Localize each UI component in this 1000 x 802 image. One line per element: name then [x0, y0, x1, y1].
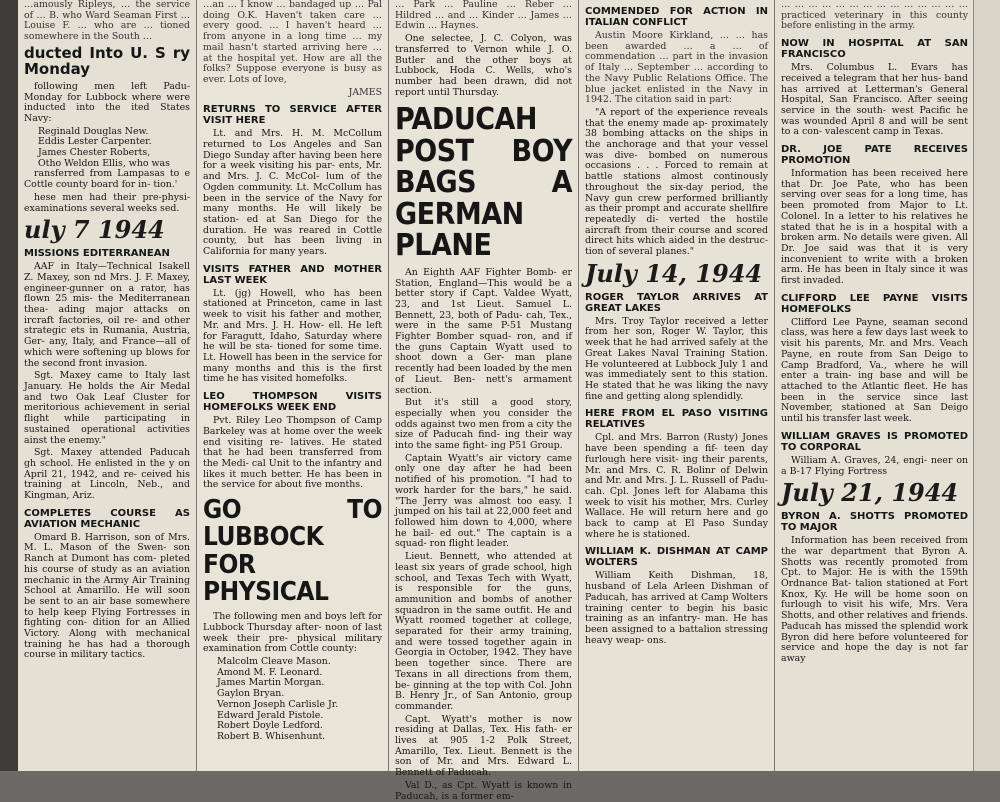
article-missions-award: Sgt. Maxey came to Italy last January. He holds the Air Medal and two Oak Leaf Cluster for meritorious achievement in serial flight while participating in sustained operational activities ainst the enemy." — [24, 370, 190, 446]
name-item: James Martin Morgan. — [217, 677, 325, 689]
article-selectee-text: One selectee, J. C. Colyon, was transferred to Vernon while J. O. Butler and the other boys at Lubbock, Hoda C. Wells, who's number had been drawn, did not report until Thursday. — [395, 33, 572, 98]
column-5 — [774, 0, 974, 771]
article-course-text: Omard B. Harrison, son of Mrs. M. L. Mason of the Swen- son Ranch at Dumont has com- pleted his course of study as an aviation mechanic in the Army Air Training School at Amarillo. He will soon be sent to an air base somewhere to help keep Flying Fortresses in fighting con- dition for an Allied Victory. Along with mechanical training he has had a thorough course in military tactics. — [24, 531, 190, 661]
headline-leo: LEO THOMPSON VISITS HOMEFOLKS WEEK END — [203, 391, 382, 414]
headline-dishman: WILLIAM K. DISHMAN AT CAMP WOLTERS — [585, 546, 768, 569]
article-inducted-exam: hese men had their pre-physi- examinations several weeks sed. — [24, 191, 190, 214]
name-item: Otho Weldon Ellis, who was — [38, 157, 170, 169]
left-dark-edge — [0, 0, 18, 771]
handwritten-date-3: July 21, 1944 — [781, 478, 959, 508]
article-inducted-text: following men left Padu- Monday for Lubbock where were inducted into the ited States Navy: — [24, 80, 190, 124]
name-item: Robert Doyle Ledford. — [217, 720, 323, 732]
headline-returns: RETURNS TO SERVICE AFTER VISIT HERE — [203, 104, 382, 127]
headline-pate: DR. JOE PATE RECEIVES PROMOTION — [781, 144, 968, 167]
headline-commended: COMMENDED FOR ACTION IN ITALIAN CONFLICT — [585, 6, 768, 28]
article-post-p2: But it's still a good story, especially when you consider the odds against two men from a city the size of Paducah find- ing their way into the same fight- ing P51 Group. — [395, 397, 572, 452]
article-returns-text: Lt. and Mrs. H. M. McCollum returned to Los Angeles and San Diego Sunday after having been here for a week visiting his par- ents, Mr. and Mrs. J. C. McCol- lum of the Ogden community. Lt. McCollum has been in the service of the Navy for many months. He will likely be station- ed at San Diego for the duration. He was reared in Cottle county, but has been living in California for many years. — [203, 128, 382, 258]
article-graves-text: William A. Graves, 24, engi- neer on a B-17 Flying Fortress — [781, 454, 968, 477]
name-item: Edward Jerald Pistole. — [217, 709, 324, 721]
name-item: Robert B. Whisenhunt. — [217, 730, 326, 742]
article-elpaso-text: Cpl. and Mrs. Barron (Rusty) Jones have been spending a fif- teen day furlough here visit- ing their parents, Mr. and Mrs. C. R. Bolinr of Delwin and Mr. and Mrs. J. L. Russell of Padu- cah. Cpl. Jones left for Alabama this week to visit his mother, Mrs. Curley Wallace. He will return here and go back to camp at El Paso Sunday where he is stationed. — [585, 432, 768, 540]
article-roger-text: Mrs. Troy Taylor received a letter from her son, Roger W. Taylor, this week that he had arrived safely at the Great Lakes Naval Training Station. He volunteered at Lubbock July 1 and was immediately sent to this station. He stated that he was liking the navy fine and getting along splendidly. — [585, 315, 768, 402]
article-pate-text: Information has been received here that Dr. Joe Pate, who has been serving over seas for a long time, has been promoted from Major to Lt. Colonel. In a letter to his relatives he stated that he is in a hospital with a broken arm. No details were given. All Dr. Joe said was that it is very inconvenient to write with a broken arm. He has been in Italy since it was first invaded. — [781, 168, 968, 287]
name-item: Reginald Douglas New. — [38, 125, 149, 137]
right-torn-edge — [973, 0, 1000, 771]
handwritten-date-1: uly 7 1944 — [24, 215, 165, 245]
name-item: James Chester Roberts, — [38, 147, 151, 159]
headline-missions: MISSIONS EDITERRANEAN — [24, 248, 170, 260]
name-item: Amond M. F. Leonard. — [217, 666, 323, 678]
headline-inducted: ducted Into U. S ry Monday — [24, 43, 190, 78]
headline-visits: VISITS FATHER AND MOTHER LAST WEEK — [203, 263, 382, 286]
article-shotts-text: Information has been received from the war department that Byron A. Shotts was recently promoted from Cpt. to Major. He is with the 159th Ordnance Bat- talion stationed at Fort Knox, Ky. He will be home soon on furlough to visit his wife, Mrs. Vera Shotts, and other relatives and friends. Paducah has missed the splendid work Byron did here before volunteered for service and hope the day is not far away — [781, 535, 968, 664]
article-visits-text: Lt. (jg) Howell, who has been stationed at Princeton, came in last week to visit his father and mother, Mr. and Mrs. J. H. How- ell. He left for Faragutt, Idaho, Saturday where he will be sta- tioned for some time. Lt. Howell has been in the service for many months and this is the first time he has visited homefolks. — [203, 287, 382, 385]
article-inducted-tail: ransferred from Lampasas to e Cottle county board for in- tion.' — [24, 168, 190, 191]
headline-course: COMPLETES COURSE AS AVIATION MECHANIC — [24, 507, 190, 530]
torn-fragment-top-right: … … … … … … … … … … … … … … practiced veterinary in this county before enlisting in the army. — [781, 0, 968, 32]
column-1 — [18, 0, 196, 771]
headline-roger: ROGER TAYLOR ARRIVES AT GREAT LAKES — [585, 291, 768, 314]
name-item: Gaylon Bryan. — [217, 688, 285, 700]
article-post-p3: Captain Wyatt's air victory came only one day after he had been notified of his promotion. "I had to work harder for the bars," he said. "The Jerry was almost too easy. I jumped on his tail at 22,000 feet and followed him down to 4,000, where he bail- ed out." The captain is a squad- ron flight leader. — [395, 452, 572, 550]
headline-shotts: BYRON A. SHOTTS PROMOTED TO MAJOR — [781, 511, 968, 534]
column-2 — [196, 0, 388, 771]
letter-signature: JAMES — [348, 86, 382, 98]
column-3 — [388, 0, 578, 802]
name-item: Eddis Lester Carpenter. — [38, 136, 152, 148]
article-missions-attended: Sgt. Maxey attended Paducah gh school. He enlisted in the y on April 21, 1942, and re- ceived his training at Lincoln, Neb., and Kingman, Ariz. — [24, 447, 190, 502]
headline-lubbock: GO TO LUBBOCK FOR PHYSICAL — [203, 495, 382, 607]
headline-elpaso: HERE FROM EL PASO VISITING RELATIVES — [585, 408, 768, 431]
article-leo-text: Pvt. Riley Leo Thompson of Camp Barkeley was at home over the week end visiting re- latives. He stated that he had been transferred from the Medi- cal Unit to the infantry and likes it much better. He has been in the service for about five months. — [203, 415, 382, 491]
headline-hospital: NOW IN HOSPITAL AT SAN FRANCISCO — [781, 38, 968, 61]
name-item: Malcolm Cleave Mason. — [217, 656, 331, 668]
article-commended-p1: Austin Moore Kirkland, … … has been awarded … a … of commendation … part in the invasion of Italy … September … according to the Navy Public Relations Office. The blue jacket enlisted in the Navy in 1942. The citation said in part: — [585, 30, 768, 106]
article-commended-p2: "A report of the experience reveals that the enemy made ap- proximately 38 bombing attacks on the ships in the anchorage and that your vessel was dive- bombed on numerous occasions . . . Forced to remain at battle stations almost continously throughout the six-day period, the Navy gun crew performed brilliantly as their prompt and accurate shellfire repeatedly di- verted the hostile aircraft from their course and scored direct hits which aided in the destruc- tion of several planes." — [585, 106, 768, 258]
article-post-p4: Lieut. Bennett, who attended at least six years of grade school, high school, and Texas Tech with Wyatt, is responsible for the guns, ammunition and bombs of another squadron in the same outfit. He and Wyatt roomed together at college, separated for their army training, and were tossed together again in Georgia in October, 1942. They have been together since. There are Texans in all directions from them, be- ginning at the top with Col. John B. Henry Jr., of San Antonio, group commander. — [395, 551, 572, 712]
headline-payne: CLIFFORD LEE PAYNE VISITS HOMEFOLKS — [781, 292, 968, 315]
article-post-p5: Capt. Wyatt's mother is now residing at Dallas, Tex. His fath- er lives at 905 1-2 Polk Street, Amarillo, Tex. Lieut. Bennett is the son of Mr. and Mrs. Edward L. Bennett of Paducah. — [395, 713, 572, 779]
article-post-p6: Val D., as Cpt. Wyatt is known in Paducah, is a former em- — [395, 779, 572, 802]
column-4 — [578, 0, 774, 771]
torn-fragment-letter: …an … I know … bandaged up … Pal doing O.K. Haven't taken care … every good. … I haven't heard … from anyone in a long time … my mail hasn't started arriving here … at the hospital yet. How are all the folks? Suppose everyone is busy as ever. Lots of love, JAMES — [203, 0, 382, 98]
article-missions-text: AAF in Italy—Technical Isakell Z. Maxey, son nd Mrs. J. F. Maxey, engineer-gunner on a rator, has flown 25 mis- the Mediterranean thea- ading major attacks on ircraft factories, oil re- and other strategic ets in Rumania, Austria, Ger- any, Italy, and France—all of which were softening up blows for the second front invasion. — [24, 261, 190, 369]
torn-fragment-names: … Park … Pauline … Reber … Hildred … and … Kinder … James … Edwin … Haynes. — [395, 0, 572, 32]
headline-graves: WILLIAM GRAVES IS PROMOTED TO CORPORAL — [781, 430, 968, 453]
article-lubbock-text: The following men and boys left for Lubbock Thursday after- noon of last week their pre- physical military examination from Cottle county: — [203, 611, 382, 655]
article-payne-text: Clifford Lee Payne, seaman second class, was here a few days last week to visit his parents, Mr. and Mrs. Veach Payne, en route from San Deigo to Camp Bradford, Va., where he will enter a train- ing base and will be attached to the Atlantic fleet. He has been in the service since last November, stationed at San Deigo until his transfer last week. — [781, 316, 968, 425]
article-dishman-text: William Keith Dishman, 18, husband of Lela Arleen Dishman of Paducah, has arrived at Camp Wolters training center to begin his basic training as an infantry- man. He has been assigned to a battalion stressing heavy weap- ons. — [585, 570, 768, 646]
handwritten-date-2: July 14, 1944 — [585, 258, 763, 288]
name-item: Vernon Joseph Carlisle Jr. — [217, 698, 339, 710]
torn-fragment-top: …amously Ripleys, … the service of … B. who Ward Seaman First … Louise F. … who are … tioned somewhere in the South … — [24, 0, 190, 43]
article-hospital-text: Mrs. Columbus L. Evars has received a telegram that her hus- band has arrived at Letterman's General Hospital, San Francisco. After seeing service in the south- west Pacific he was wounded April 8 and will be sent to a con- valescent camp in Texas. — [781, 62, 968, 138]
article-post-p1: An Eighth AAF Fighter Bomb- er Station, England—This would be a better story if Capt. Valdee Wyatt, 23, and 1st Lieut. Samuel L. Bennett, 23, both of Padu- cah, Tex., were in the same P-51 Mustang Fighter Bomber squad- ron, and if the guns Captain Wyatt used to shoot down a Ger- man plane recently had been loaded by the men of Lieut. Ben- nett's armament section. — [395, 266, 572, 396]
headline-paducah-post: PADUCAH POST BOY BAGS A GERMAN PLANE — [395, 102, 572, 264]
